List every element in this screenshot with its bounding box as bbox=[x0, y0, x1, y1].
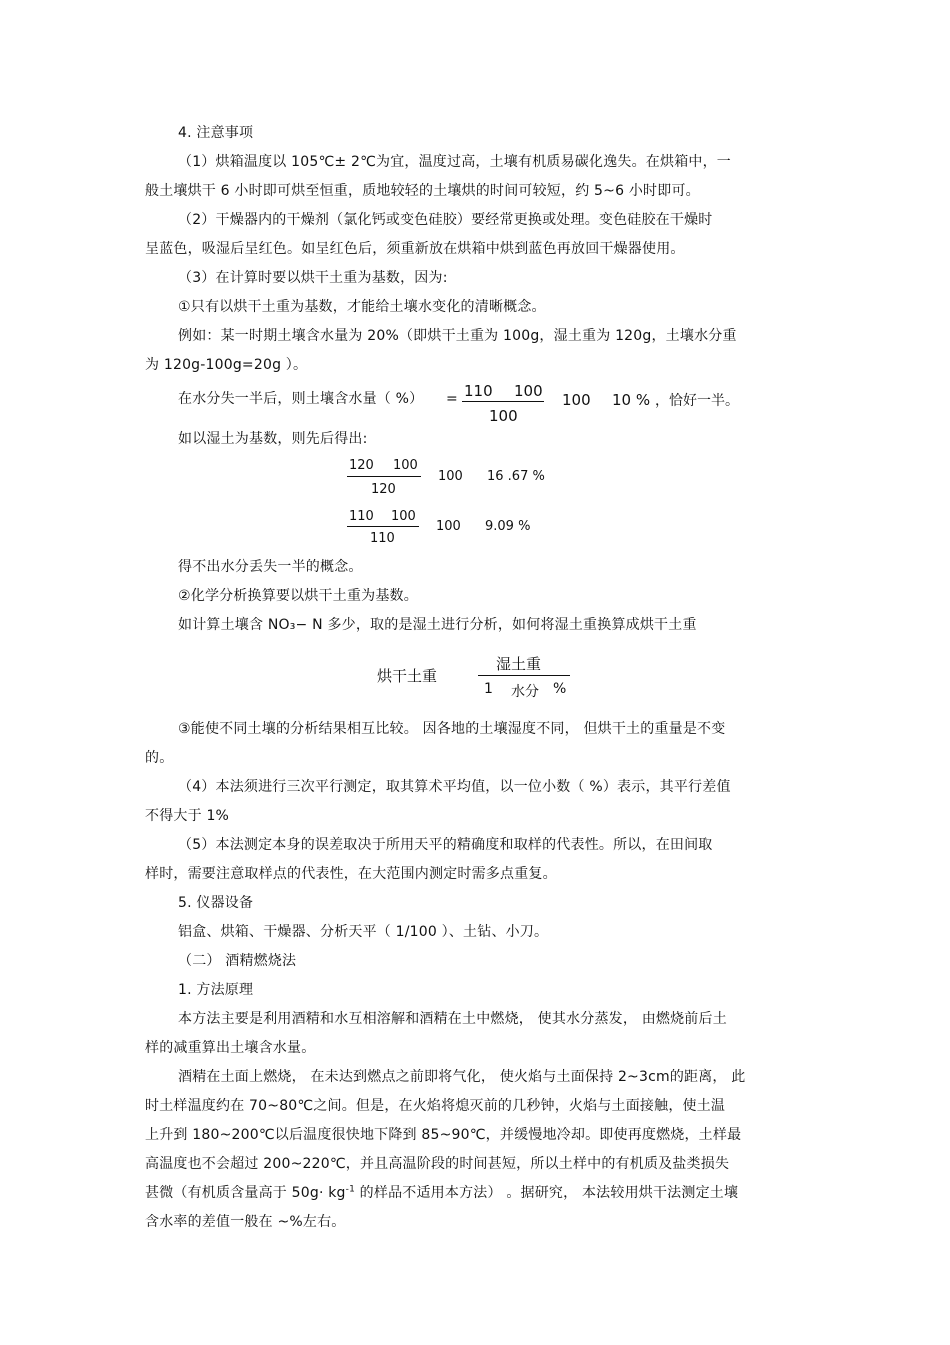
principle-p2-line-3: 上升到 180~200℃以后温度很快地下降到 85~90℃，并缓慢地冷却。即使再度燃烧，土样最 bbox=[145, 1127, 742, 1143]
half-loss-fraction-bar bbox=[462, 401, 544, 402]
no-half-concept: 得不出水分丢失一半的概念。 bbox=[178, 559, 363, 575]
half-loss-multiplier: 100 bbox=[562, 391, 591, 409]
dry-weight-bar bbox=[478, 675, 570, 676]
half-loss-end: ，恰好一半。 bbox=[655, 393, 739, 409]
principle-p2-line-5-b: 的样品不适用本方法） 。据研究， 本法较用烘干法测定土壤 bbox=[355, 1185, 739, 1201]
method-2-title: （二） 酒精燃烧法 bbox=[178, 953, 297, 969]
note-3-point-3-line-1: ③能使不同土壤的分析结果相互比较。 因各地的土壤湿度不同， 但烘干土的重量是不变 bbox=[178, 721, 726, 737]
wet-formula-1-denominator: 120 bbox=[371, 482, 396, 497]
section-5-title: 5. 仪器设备 bbox=[178, 895, 254, 911]
note-4-line-1: （4）本法须进行三次平行测定，取其算术平均值，以一位小数（ %）表示，其平行差值 bbox=[178, 779, 731, 795]
note-5-line-1: （5）本法测定本身的误差取决于所用天平的精确度和取样的代表性。所以，在田间取 bbox=[178, 837, 713, 853]
note-2-line-1: （2）干燥器内的干燥剂（氯化钙或变色硅胶）要经常更换或处理。变色硅胶在干燥时 bbox=[178, 212, 713, 228]
example-line-1: 例如：某一时期土壤含水量为 20%（即烘干土重为 100g，湿土重为 120g，土壤水分重 bbox=[178, 328, 737, 344]
half-loss-text: 在水分失一半后，则土壤含水量（ %） bbox=[178, 391, 424, 407]
wet-formula-1-numerator-b: 100 bbox=[393, 458, 418, 473]
principle-p2-line-2: 时土样温度约在 70~80℃之间。但是，在火焰将熄灭前的几秒钟，火焰与土面接触，使土温 bbox=[145, 1098, 726, 1114]
wet-formula-2-bar bbox=[347, 526, 419, 527]
half-loss-equals: = bbox=[446, 391, 458, 407]
wet-formula-2-numerator-b: 100 bbox=[391, 509, 416, 524]
dry-weight-denominator-water: 水分 bbox=[511, 684, 539, 700]
half-loss-numerator-b: 100 bbox=[514, 382, 543, 400]
note-2-line-2: 呈蓝色，吸湿后呈红色。如呈红色后，须重新放在烘箱中烘到蓝色再放回干燥器使用。 bbox=[145, 241, 685, 257]
principle-p2-line-5-a: 甚微（有机质含量高于 50g· kg bbox=[145, 1185, 346, 1201]
example-line-2: 为 120g-100g=20g ）。 bbox=[145, 357, 308, 373]
half-loss-result: 10 % bbox=[612, 391, 651, 409]
principle-title: 1. 方法原理 bbox=[178, 982, 254, 998]
wet-formula-2-denominator: 110 bbox=[370, 531, 395, 546]
wet-formula-1-numerator-a: 120 bbox=[349, 458, 374, 473]
wet-formula-1-result: 16 .67 % bbox=[487, 469, 545, 484]
note-1-line-1: （1）烘箱温度以 105℃± 2℃为宜，温度过高，土壤有机质易碳化逸失。在烘箱中，一 bbox=[178, 154, 732, 170]
principle-p2-line-4: 高温度也不会超过 200~220℃，并且高温阶段的时间甚短，所以土样中的有机质及盐类损失 bbox=[145, 1156, 730, 1172]
section-4-title: 4. 注意事项 bbox=[178, 125, 254, 141]
note-3-intro: （3）在计算时要以烘干土重为基数，因为: bbox=[178, 270, 448, 286]
principle-p2-line-1: 酒精在土面上燃烧， 在未达到燃点之前即将气化， 使火焰与土面保持 2~3cm的距离， 此 bbox=[178, 1069, 746, 1085]
note-1-line-2: 般土壤烘干 6 小时即可烘至恒重，质地较轻的土壤烘的时间可较短，约 5~6 小时即可。 bbox=[145, 183, 700, 199]
note-3-point-3-line-2: 的。 bbox=[145, 750, 174, 766]
wet-formula-1-bar bbox=[347, 476, 421, 477]
note-4-line-2: 不得大于 1% bbox=[145, 808, 230, 824]
wet-formula-2-numerator-a: 110 bbox=[349, 509, 374, 524]
principle-p1-line-1: 本方法主要是利用酒精和水互相溶解和酒精在土中燃烧， 使其水分蒸发， 由燃烧前后土 bbox=[178, 1011, 727, 1027]
half-loss-numerator-a: 110 bbox=[464, 382, 493, 400]
note-3-point-1: ①只有以烘干土重为基数，才能给土壤水变化的清晰概念。 bbox=[178, 299, 546, 315]
principle-p2-line-6: 含水率的差值一般在 ~%左右。 bbox=[145, 1214, 346, 1230]
wet-formula-2-result: 9.09 % bbox=[485, 519, 531, 534]
dry-weight-denominator-one: 1 bbox=[484, 681, 493, 697]
equipment-list: 铝盒、烘箱、干燥器、分析天平（ 1/100 ）、土钻、小刀。 bbox=[178, 924, 549, 940]
dry-weight-denominator-percent: % bbox=[553, 681, 567, 697]
wet-formula-1-multiplier: 100 bbox=[438, 469, 463, 484]
principle-p1-line-2: 样的减重算出土壤含水量。 bbox=[145, 1040, 316, 1056]
dry-weight-numerator: 湿土重 bbox=[496, 655, 542, 673]
wet-formula-2-multiplier: 100 bbox=[436, 519, 461, 534]
note-3-point-2: ②化学分析换算要以烘干土重为基数。 bbox=[178, 588, 418, 604]
unit-exponent: -1 bbox=[345, 1184, 356, 1195]
half-loss-denominator: 100 bbox=[489, 407, 518, 425]
principle-p2-line-5 bbox=[145, 1184, 738, 1202]
dry-weight-lhs: 烘干土重 bbox=[377, 667, 438, 685]
nitrate-example: 如计算土壤含 NO₃− N 多少，取的是湿土进行分析，如何将湿土重换算成烘干土重 bbox=[178, 617, 697, 633]
note-5-line-2: 样时，需要注意取样点的代表性，在大范围内测定时需多点重复。 bbox=[145, 866, 557, 882]
wet-basis-intro: 如以湿土为基数，则先后得出: bbox=[178, 431, 368, 447]
